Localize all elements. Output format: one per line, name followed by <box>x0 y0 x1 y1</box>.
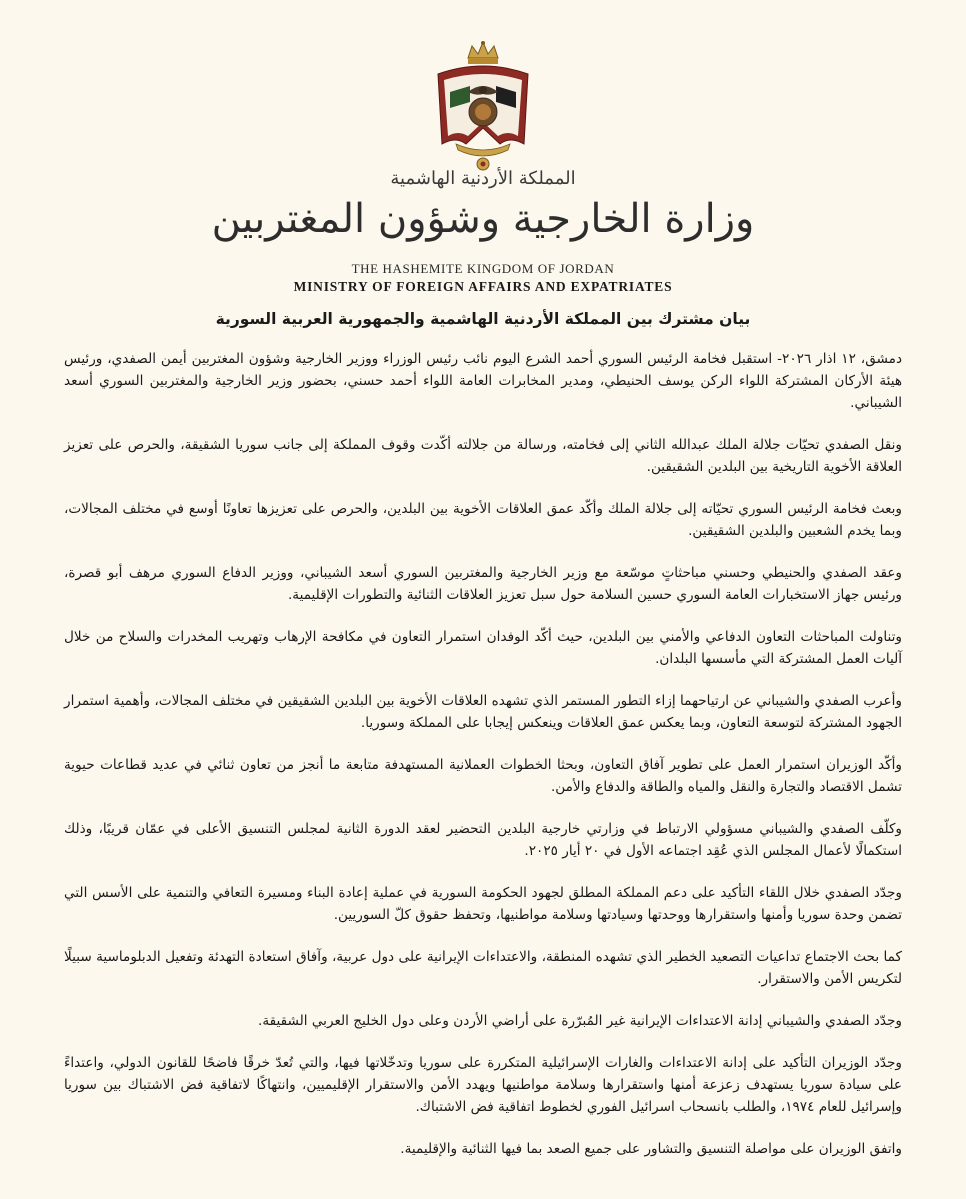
statement-paragraph: وكلّف الصفدي والشيباني مسؤولي الارتباط في وزارتي خارجية البلدين التحضير لعقد الدورة الثانية لمجلس التنسيق الأعلى في عمّان قريبًا، وذلك استكمالًا لأعمال المجلس الذي عُقِد اجتماعه الأول في ٢٠ أيار ٢٠٢٥. <box>64 821 902 859</box>
statement-paragraph: وأكّد الوزيران استمرار العمل على تطوير آفاق التعاون، وبحثا الخطوات العملانية المستهدفة متابعة ما أنجز من تعاون ثنائي في عديد قطاعات حيوية تشمل الاقتصاد والتجارة والنقل والمياه والطاقة والدفاع والأمن. <box>64 757 902 795</box>
statement-paragraph: ونقل الصفدي تحيّات جلالة الملك عبدالله الثاني إلى فخامته، ورسالة من جلالته أكّدت وقوف المملكة إلى جانب سوريا الشقيقة، والحرص على تعزيز العلاقة الأخوية التاريخية بين البلدين الشقيقين. <box>64 437 902 475</box>
statement-paragraph: وتناولت المباحثات التعاون الدفاعي والأمني بين البلدين، حيث أكّد الوفدان استمرار التعاون في مكافحة الإرهاب وتهريب المخدرات والسلاح من خلال آليات العمل المشتركة التي مأسسها البلدان. <box>64 629 902 667</box>
ministry-name-english: MINISTRY OF FOREIGN AFFAIRS AND EXPATRIATES <box>293 279 673 294</box>
statement-paragraph: وجدّد الصفدي والشيباني إدانة الاعتداءات الإيرانية غير المُبرّرة على أراضي الأردن وعلى دول الخليج العربي الشقيقة. <box>258 1013 902 1029</box>
statement-paragraph: وأعرب الصفدي والشيباني عن ارتياحهما إزاء التطور المستمر الذي تشهده العلاقات الأخوية بين البلدين الشقيقين في مختلف المجالات، وأهمية استمرار الجهود المشتركة لتوسعة التعاون، وبما يعكس عمق العلاقات وينعكس إيجابا على المملكة وسوريا. <box>64 693 902 731</box>
statement-paragraph: وجدّد الوزيران التأكيد على إدانة الاعتداءات والغارات الإسرائيلية المتكررة على سوريا وتدخّلاتها فيها، والتي تُعدّ خرقًا فاضحًا للقانون الدولي، واعتداءً على سيادة سوريا يستهدف زعزعة أمنها واستقرارها وسلامة مواطنيها ويهدد الأمن والاستقرار الإقليميين، وانتهاكًا لاتفاقية فض الاشتباك بين سوريا وإسرائيل للعام ١٩٧٤، والطلب بانسحاب اسرائيل الفوري لخطوط اتفاقية فض الاشتباك. <box>64 1055 902 1115</box>
statement-paragraph: وبعث فخامة الرئيس السوري تحيّاته إلى جلالة الملك وأكّد عمق العلاقات الأخوية بين البلدين، والحرص على تعزيزها تعاونًا أوسع في مختلف المجالات، وبما يخدم الشعبين والبلدين الشقيقين. <box>64 501 902 539</box>
statement-paragraph: وجدّد الصفدي خلال اللقاء التأكيد على دعم المملكة المطلق لجهود الحكومة السورية في عملية إعادة البناء ومسيرة التعافي والتنمية على الأسس التي تضمن وحدة سوريا وأمنها واستقرارها ووحدتها وسيادتها وسلامة مواطنيها، وتحفظ حقوق كلّ السوريين. <box>64 885 902 923</box>
ministry-name-arabic: وزارة الخارجية وشؤون المغتربين <box>211 196 755 242</box>
statement-title: بيان مشترك بين المملكة الأردنية الهاشمية والجمهورية العربية السورية <box>215 310 751 328</box>
kingdom-name-arabic: المملكة الأردنية الهاشمية <box>390 168 576 189</box>
joint-statement <box>64 310 902 1180</box>
statement-paragraph: دمشق، ١٢ اذار ٢٠٢٦- استقبل فخامة الرئيس السوري أحمد الشرع اليوم نائب رئيس الوزراء ووزير الخارجية وشؤون المغتربين أيمن الصفدي، ورئيس هيئة الأركان المشتركة اللواء الركن يوسف الحنيطي، ومدير المخابرات العامة اللواء أحمد حسني، بحضور وزير الخارجية والمغتربين السوري أسعد الشيباني. <box>64 351 902 411</box>
kingdom-name-english: THE HASHEMITE KINGDOM OF JORDAN <box>351 261 615 276</box>
statement-paragraph: وعقد الصفدي والحنيطي وحسني مباحثاتٍ موسّعة مع وزير الخارجية والمغتربين السوري أسعد الشيباني، ووزير الدفاع السوري مرهف أبو قصرة، ورئيس جهاز الاستخبارات العامة السوري حسين السلامة حول سبل تعزيز العلاقات الثنائية والتطورات الإقليمية. <box>64 565 902 603</box>
statement-paragraph: كما بحث الاجتماع تداعيات التصعيد الخطير الذي تشهده المنطقة، والاعتداءات الإيرانية على دول عربية، وآفاق استعادة التهدئة وتفعيل الدبلوماسية سبيلًا لتكريس الأمن والاستقرار. <box>64 949 902 987</box>
jordan-coat-of-arms-icon <box>428 40 538 175</box>
statement-paragraph: واتفق الوزيران على مواصلة التنسيق والتشاور على جميع الصعد بما فيها الثنائية والإقليمية. <box>400 1141 902 1157</box>
